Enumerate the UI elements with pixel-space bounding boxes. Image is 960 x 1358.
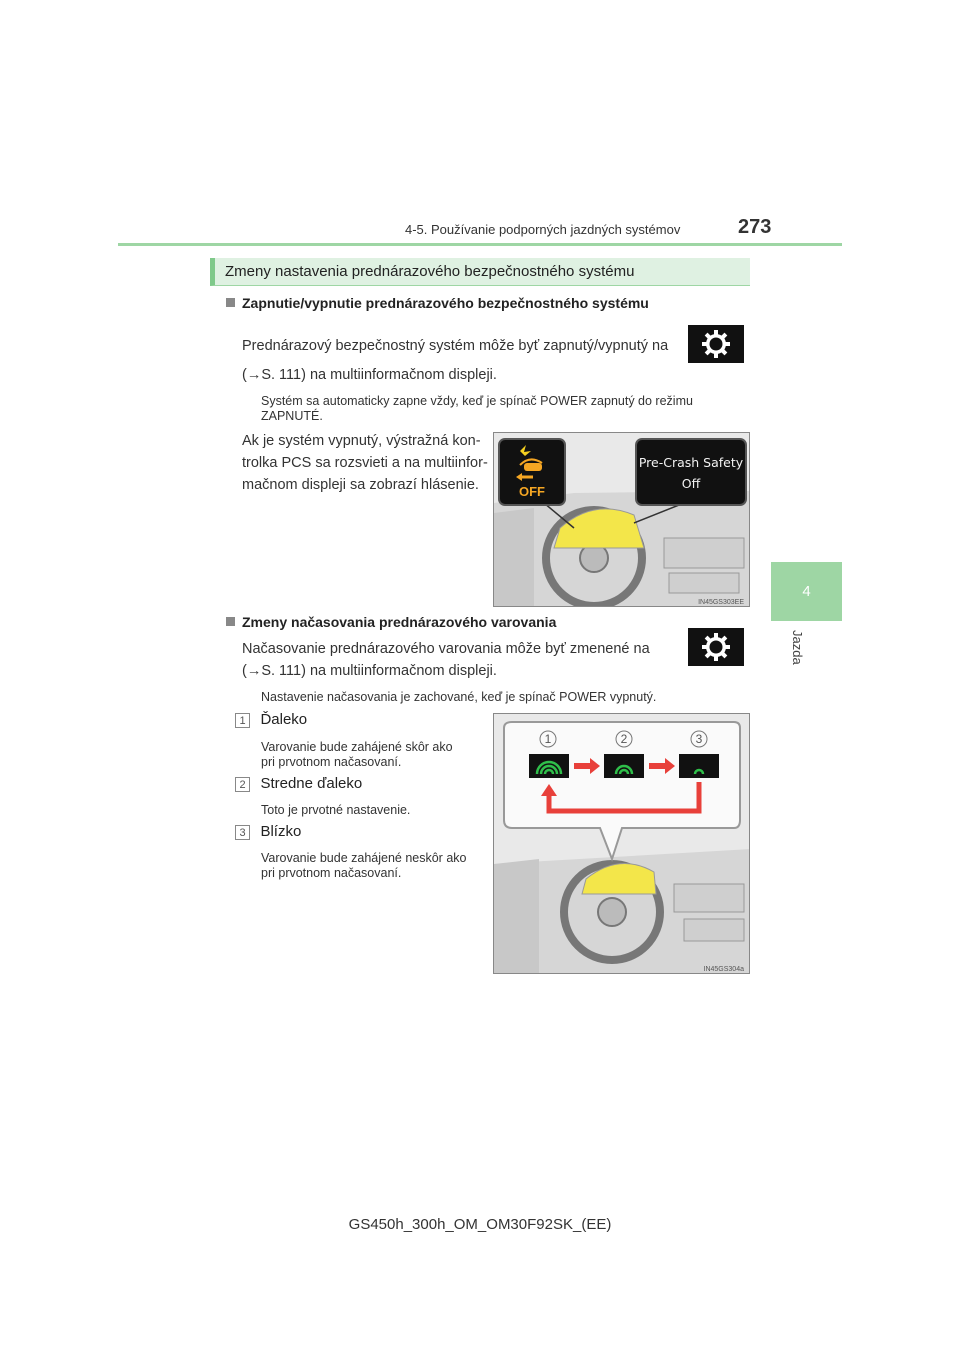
dashboard-illustration-2 — [494, 714, 750, 974]
bullet-square-icon — [226, 298, 235, 307]
fig1-code: IN45GS303EE — [698, 599, 744, 606]
block2-note: Nastavenie načasovania je zachované, keď je spínač POWER vypnutý. — [261, 690, 657, 704]
timing-signal-icon — [529, 754, 569, 778]
section-title-bar — [210, 258, 750, 286]
item-medium-desc-line1: Toto je prvotné nastavenie. — [261, 803, 411, 817]
fig2-code: IN45GS304a — [703, 966, 744, 973]
gear-icon — [688, 325, 744, 363]
block2-heading-row — [226, 614, 556, 630]
fig1-off-label: OFF — [519, 484, 545, 499]
block2-heading: Zmeny načasovania prednárazového varovania — [242, 614, 557, 630]
item-title: Ďaleko — [260, 711, 308, 728]
fig2-num-1: 1 — [544, 732, 552, 746]
fig2-num-2: 2 — [620, 732, 628, 746]
fig1-msg-line2: Off — [681, 476, 701, 491]
item-number: 2 — [235, 777, 250, 792]
timing-signal-icon — [604, 754, 644, 778]
dashboard-illustration-1 — [494, 433, 750, 607]
item-title: Blízko — [260, 823, 302, 840]
item-near-desc-line2: pri prvotnom načasovaní. — [261, 866, 402, 880]
item-far — [235, 711, 307, 729]
item-title: Stredne ďaleko — [260, 775, 363, 792]
item-far-desc-line1: Varovanie bude zahájené skôr ako — [261, 740, 453, 754]
item-near-desc-line1: Varovanie bude zahájené neskôr ako — [261, 851, 467, 865]
chapter-label: Jazda — [790, 630, 805, 665]
item-number: 1 — [235, 713, 250, 728]
block2-text-line1: Načasovanie prednárazového varovania môže byť zmenené na — [242, 641, 650, 657]
block1-heading: Zapnutie/vypnutie prednárazového bezpečnostného systému — [242, 295, 649, 311]
section-title: Zmeny nastavenia prednárazového bezpečnostného systému — [225, 263, 635, 280]
block1-warn-line1: Ak je systém vypnutý, výstražná kon- — [242, 433, 481, 449]
block1-text-line2: (→S. 111) na multiinformačnom displeji. — [242, 367, 497, 383]
block2-text-line2: (→S. 111) na multiinformačnom displeji. — [242, 663, 497, 679]
gear-icon — [688, 628, 744, 666]
item-near — [235, 823, 301, 841]
block1-warn-line3: mačnom displeji sa zobrazí hlásenie. — [242, 477, 479, 493]
footer-code: GS450h_300h_OM_OM30F92SK_(EE) — [348, 1216, 612, 1233]
block1-note-line2: ZAPNUTÉ. — [261, 409, 323, 423]
page-number: 273 — [738, 216, 772, 238]
item-far-desc-line2: pri prvotnom načasovaní. — [261, 755, 402, 769]
fig2-num-3: 3 — [695, 732, 703, 746]
block1-text-line1: Prednárazový bezpečnostný systém môže byť zapnutý/vypnutý na — [242, 338, 669, 354]
chapter-tab: 4 — [771, 562, 842, 621]
item-medium — [235, 775, 362, 793]
block1-note-line1: Systém sa automaticky zapne vždy, keď je spínač POWER zapnutý do režimu — [261, 394, 693, 408]
timing-signal-icon — [679, 754, 719, 778]
block1-warn-line2: trolka PCS sa rozsvieti a na multiinfor- — [242, 455, 488, 471]
figure-timing — [493, 713, 750, 974]
bullet-square-icon — [226, 617, 235, 626]
header-rule — [118, 243, 842, 246]
item-number: 3 — [235, 825, 250, 840]
fig1-msg-line1: Pre-Crash Safety — [638, 455, 744, 470]
block1-heading-row — [226, 295, 649, 311]
figure-pcs-off — [493, 432, 750, 607]
header-section: 4-5. Používanie podporných jazdných systémov — [405, 222, 681, 237]
